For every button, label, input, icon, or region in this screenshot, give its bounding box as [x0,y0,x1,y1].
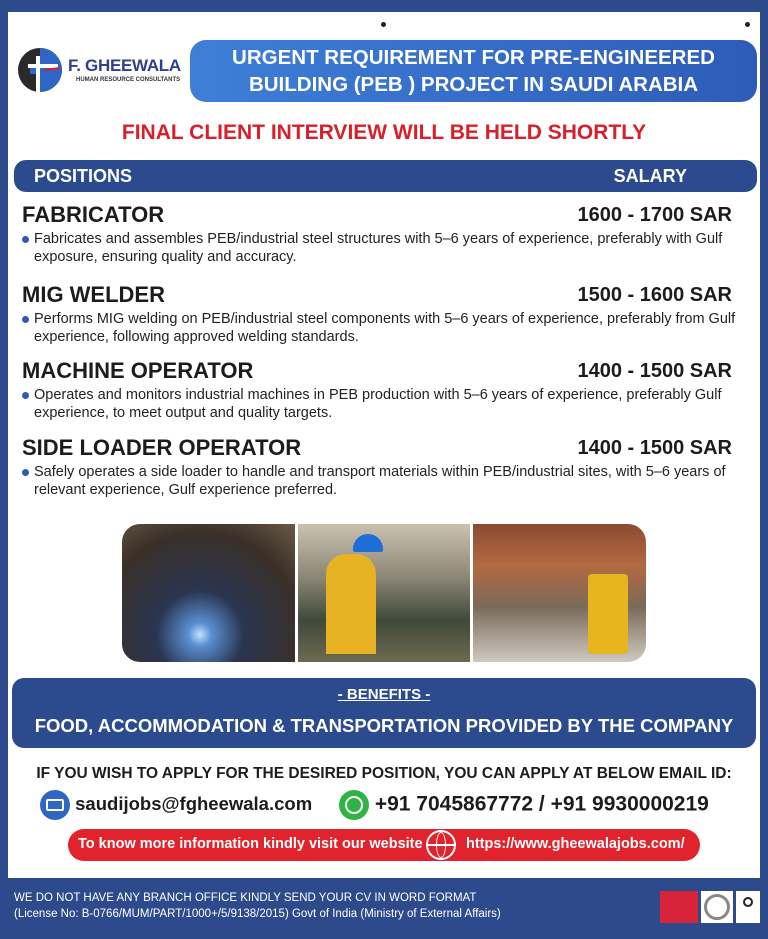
certification-badges [660,891,760,923]
company-logo [14,44,194,96]
phone-numbers: +91 7045867772 / +91 9930000219 [374,792,709,816]
position-item [22,282,757,346]
logo-mark-icon [14,46,64,94]
position-title: MACHINE OPERATOR [22,358,254,383]
position-item [22,435,757,499]
photo-strip [122,524,646,662]
dot [745,22,750,27]
position-title: MIG WELDER [22,282,165,307]
position-salary: 1400 - 1500 SAR [577,437,732,459]
bureau-veritas-badge [660,891,698,923]
apply-instruction: IF YOU WISH TO APPLY FOR THE DESIRED POSITION, YOU CAN APPLY AT BELOW EMAIL ID: [36,765,732,782]
position-description: Fabricates and assembles PEB/industrial steel structures with 5–6 years of experience, preferably with Gulf exposure, ensuring quality and accuracy. [22,230,757,266]
email-address[interactable]: saudijobs@fgheewala.com [75,792,313,814]
benefits-text: FOOD, ACCOMMODATION & TRANSPORTATION PROVIDED BY THE COMPANY [34,715,734,736]
website-banner[interactable] [68,829,700,861]
position-item [22,358,757,422]
benefits-box [12,678,756,748]
positions-header-bar [14,160,757,192]
website-url[interactable]: https://www.gheewalajobs.com/ [466,836,685,852]
positions-header: POSITIONS [34,166,133,186]
headline-banner [190,40,757,102]
bv-seal-icon [701,891,733,923]
phone-contact [339,790,709,820]
position-description: Operates and monitors industrial machines in PEB production with 5–6 years of experience, preferably Gulf experience, to meet output and quality targets. [22,386,757,422]
welder-photo [122,524,295,662]
logo-name: F. GHEEWALA [68,56,181,75]
machine-operator-photo [298,524,471,662]
salary-header: SALARY [613,166,687,186]
headline-line-2: BUILDING (PEB ) PROJECT IN SAUDI ARABIA [248,73,699,96]
footer-line-1: WE DO NOT HAVE ANY BRANCH OFFICE KINDLY SEND YOUR CV IN WORD FORMAT [14,892,477,904]
position-item [22,202,757,266]
position-title: SIDE LOADER OPERATOR [22,435,302,460]
position-salary: 1400 - 1500 SAR [577,360,732,382]
globe-icon [426,830,456,860]
benefits-heading: - BENEFITS - [337,686,431,703]
dot [381,22,386,27]
position-description: Performs MIG welding on PEB/industrial steel components with 5–6 years of experience, preferably from Gulf experience, following approved welding standards. [22,310,757,346]
footer-text [14,890,501,922]
headline-line-1: URGENT REQUIREMENT FOR PRE-ENGINEERED [232,46,715,69]
position-salary: 1500 - 1600 SAR [577,284,732,306]
position-salary: 1600 - 1700 SAR [577,204,732,226]
website-label: To know more information kindly visit our website [78,836,423,852]
email-contact[interactable] [40,790,312,820]
ukas-icon [736,891,760,923]
position-description: Safely operates a side loader to handle and transport materials within PEB/industrial sites, with 5–6 years of relevant experience, Gulf experience preferred. [22,463,757,499]
mail-icon [40,790,70,820]
interview-notice: FINAL CLIENT INTERVIEW WILL BE HELD SHORTLY [121,121,647,144]
whatsapp-icon [339,790,369,820]
footer-line-2: (License No: B-0766/MUM/PART/1000+/5/9138/2015) Govt of India (Ministry of External Affairs) [14,908,501,920]
position-title: FABRICATOR [22,202,165,227]
logo-subtitle: HUMAN RESOURCE CONSULTANTS [76,77,181,83]
side-loader-photo [473,524,646,662]
